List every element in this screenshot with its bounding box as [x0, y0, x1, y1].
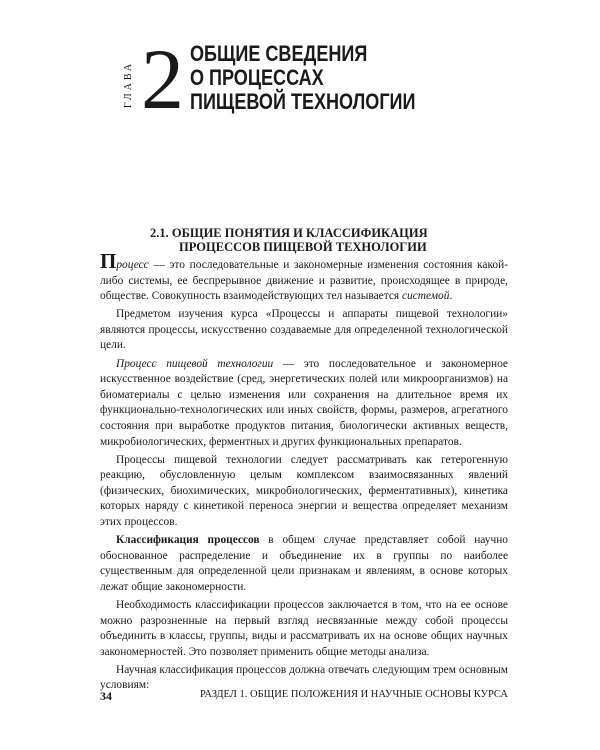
- paragraph-course-subject: Предметом изучения курса «Процессы и аппараты пищевой технологии» являются процессы, искусственно создаваемые для определенной технологической цели.: [100, 308, 508, 352]
- paragraph-classification-need: Необходимость классификации процессов заключается в том, что на ее основе можно разрозненные на первый взгляд несвязанные между собой процессы объединить в классы, группы, виды и рассматривать их на основе общих научных закономерностей. Это позволяет применить общие методы анализа.: [100, 598, 508, 658]
- term-system: системой: [401, 290, 450, 303]
- drop-cap: П: [100, 249, 117, 273]
- page-number: 34: [100, 689, 112, 703]
- section-title-line: ПРОЦЕССОВ ПИЩЕВОЙ ТЕХНОЛОГИИ: [179, 240, 427, 254]
- term-food-process: Процесс пищевой технологии: [116, 357, 274, 370]
- chapter-label-text: ГЛАВА: [123, 60, 135, 108]
- paragraph-process-definition: Процесс — это последовательные и закономерные изменения состояния какой-либо системы, ее беспрерывное движение и развитие, происходящее в природе, обществе. Совокупность взаимодействующих тел называется системой.: [100, 249, 508, 303]
- chapter-label: [118, 56, 140, 112]
- chapter-number: 2: [141, 31, 184, 127]
- term-classification: Классификация процессов: [116, 534, 260, 547]
- chapter-title-line: ОБЩИЕ СВЕДЕНИЯ: [190, 41, 368, 66]
- paragraph-classification: Классификация процессов в общем случае представляет собой научно обоснованное распределение и объединение их в группы по наиболее существенным для определенной цели признакам и явлениям, в основе которых лежат общие закономерности.: [100, 534, 509, 593]
- section-title: [150, 226, 470, 254]
- section-title-line: ОБЩИЕ ПОНЯТИЯ И КЛАССИФИКАЦИЯ: [171, 226, 428, 240]
- chapter-title-line: ПИЩЕВОЙ ТЕХНОЛОГИИ: [190, 89, 416, 114]
- page-footer: [100, 689, 508, 704]
- paragraph-classification-conditions: Научная классификация процессов должна отвечать следующим трем основным условиям:: [100, 663, 508, 692]
- section-number: 2.1.: [150, 226, 169, 240]
- paragraph-food-process-definition: Процесс пищевой технологии — это последовательное и закономерное искусственное воздействие (сред, энергетических полей или микроорганизмов) на биоматериалы с целью изменения или сохранения на длительное время их функционально-технологических или иных свойств, формы, размеров, агрегатного состояния при выработке продуктов питания, биологически активных веществ, микробиологических, ферментных и других функциональных препаратов.: [100, 357, 508, 448]
- running-head: РАЗДЕЛ 1. ОБЩИЕ ПОЛОЖЕНИЯ И НАУЧНЫЕ ОСНОВЫ КУРСА: [199, 689, 508, 700]
- chapter-title-line: О ПРОЦЕССАХ: [190, 65, 324, 90]
- paragraph-heterogeneous-reaction: Процессы пищевой технологии следует рассматривать как гетерогенную реакцию, обусловленную целым комплексом взаимосвязанных явлений (физических, биохимических, микробиологических, ферментативных), кинетика которых наряду с кинетикой переноса энергии и вещества определяет механизм этих процессов.: [100, 453, 508, 528]
- term-process: роцесс: [116, 259, 149, 271]
- body-text: [100, 249, 509, 697]
- chapter-title: [190, 42, 415, 114]
